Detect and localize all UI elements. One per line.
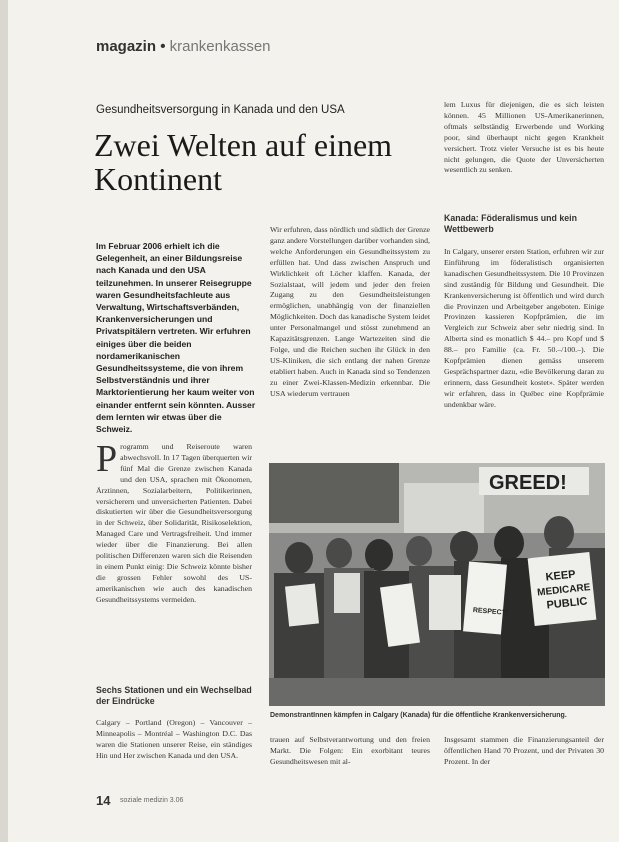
photo-caption: DemonstrantInnen kämpfen in Calgary (Kanada) für die öffentliche Krankenversicherung. [270, 712, 567, 719]
sign-respect-text: RESPECT! [472, 607, 509, 618]
drop-cap: P [96, 438, 118, 480]
column-2: Wir erfuhren, dass nördlich und südlich der Grenze ganz andere Vorstellungen darüber vorhanden sind, welche Anforderungen ein Gesundheitssystem zu erfüllen hat. Und dass zwischen Anspruch und Wirklichkeit oft Löcher klaffen. Kanada, der Sozialstaat, will jedem und jeder den freien Zugang zu den Gesundheitsleistungen ermöglichen, unabhängig von der finanziellen Möglichkeiten. Doch das kanadische System leidet unter Personalmangel und stösst zunehmend an Kapazitätsgrenzen. Lange Wartezeiten sind die Folge, und die Reichen suchen ihr Glück in den US-Kliniken, die sich entlang der nahen Grenze etabliert haben. Auch in Kanada sind so Tendenzen zu einer Zwei-Klassen-Medizin erkennbar. Die USA wiederum vertrauen [270, 225, 430, 398]
footer-issue: soziale medizin 3.06 [120, 797, 184, 804]
article-kicker: Gesundheitsversorgung in Kanada und den USA [96, 104, 345, 116]
subhead-canada: Kanada: Föderalismus und kein Wettbewerb [444, 213, 577, 234]
page-number: 14 [96, 793, 111, 808]
article-lead: Im Februar 2006 erhielt ich die Gelegenheit, an einer Bildungsreise nach Kanada und den USA teilzunehmen. In unserer Reisegruppe waren Gesundheitsfachleute aus Verwaltung, Wirtschaftsverbänden, Krankenversicherungen und Privatspitälern vertreten. Wir erfuhren einiges über die beiden nordamerikanischen Gesundheitssysteme, die von ihrem Selbstverständnis und ihrer Marktorientierung her kaum weiter von einander entfernt sein könnten. Ausser dem lernten wir etwas über die Schweiz. [96, 241, 256, 435]
banner-text: GREED! [489, 472, 567, 494]
sign-public-text: PUBLIC [546, 595, 589, 612]
column-1-bottom: Calgary – Portland (Oregon) – Vancouver – Minneapolis – Montréal – Washington D.C. Das waren die Stationen unserer Reise, ein ständiges Hin und Her zwischen Kanada und den USA. [96, 718, 252, 760]
column-2-bottom: trauen auf Selbstverantwortung und den freien Markt. Die Folgen: Ein exorbitant teures Gesundheitswesen mit al- [270, 735, 430, 766]
protest-photo-drawing [269, 463, 605, 706]
header-brand: magazin [96, 38, 157, 55]
sign-medicare-text: MEDICARE [536, 582, 591, 599]
header-bullet: • [160, 38, 166, 55]
protest-photo [269, 463, 605, 706]
scan-edge [0, 0, 8, 842]
column-3-bottom: Insgesamt stammen die Finanzierungsanteil der öffentlichen Hand 70 Prozent, und der Privaten 30 Prozent. In der [444, 735, 604, 766]
sign-keep-text: KEEP [545, 568, 577, 584]
column-3: In Calgary, unserer ersten Station, erfuhren wir zur Einführung im föderalistisch organisierten kanadischen Gesundheitssystem. Die 10 Provinzen sind zuständig für Bildung und Gesundheit. Die Krankenversicherung ist öffentlich und wird durch die Provinzen und Arbeitgeber angeboten. Einige Provinzen kassieren Kopfprämien, die im Vergleich zur Schweiz aber sehr niedrig sind. In Alberta sind es monatlich $ 44.– pro Kopf und $ 88.– pro Familie (ca. Fr. 50.–/100.–). Die Kopfprämien dienen gemäss unserem Gesprächspartner dazu, «die Bevölkerung daran zu erinnern, dass Gesundheit kostet». Später werden wir erfahren, dass in Québec eine Kopfprämie undenkbar wäre. [444, 247, 604, 409]
subhead-stations: Sechs Stationen und ein Wechselbad der Eindrücke [96, 685, 252, 706]
section-header [96, 38, 271, 55]
column-1 [96, 438, 252, 606]
header-category: krankenkassen [169, 38, 271, 55]
column-1-text: rogramm und Reiseroute waren abwechsvoll. In 17 Tagen überquerten wir fünf Mal die Grenze zwischen Kanada und den USA, sprachen mit Ökonomen, Ärztinnen, Sozialarbeitern, Politikerinnen, versicherern und unversicherten Patienten. Dabei diskutierten wir über die Gesundheitsversorgung in der Schweiz, über Solidarität, Risikoselektion, Managed Care und Vertragsfreiheit. Und immer wieder über die Finanzierung. Bei allen politischen Differenzen waren sich die Reisenden in einem Punkt einig: Die Schweiz könnte bisher die grossen Fehler sowohl des US-amerikanischen wie auch des kanadischen Gesundheitssystems vermeiden. [96, 442, 252, 604]
column-3-top: lem Luxus für diejenigen, die es sich leisten können. 45 Millionen US-Amerikanerinnen, oftmals selbständig Erwerbende und Working poor, sind überhaupt nicht gegen Krankheit versichert. Trotz vieler Versuche ist es bis heute nicht gelungen, die Quote der Unversicherten wesentlich zu senken. [444, 100, 604, 175]
article-title: Zwei Welten auf einem Kontinent [94, 127, 393, 197]
